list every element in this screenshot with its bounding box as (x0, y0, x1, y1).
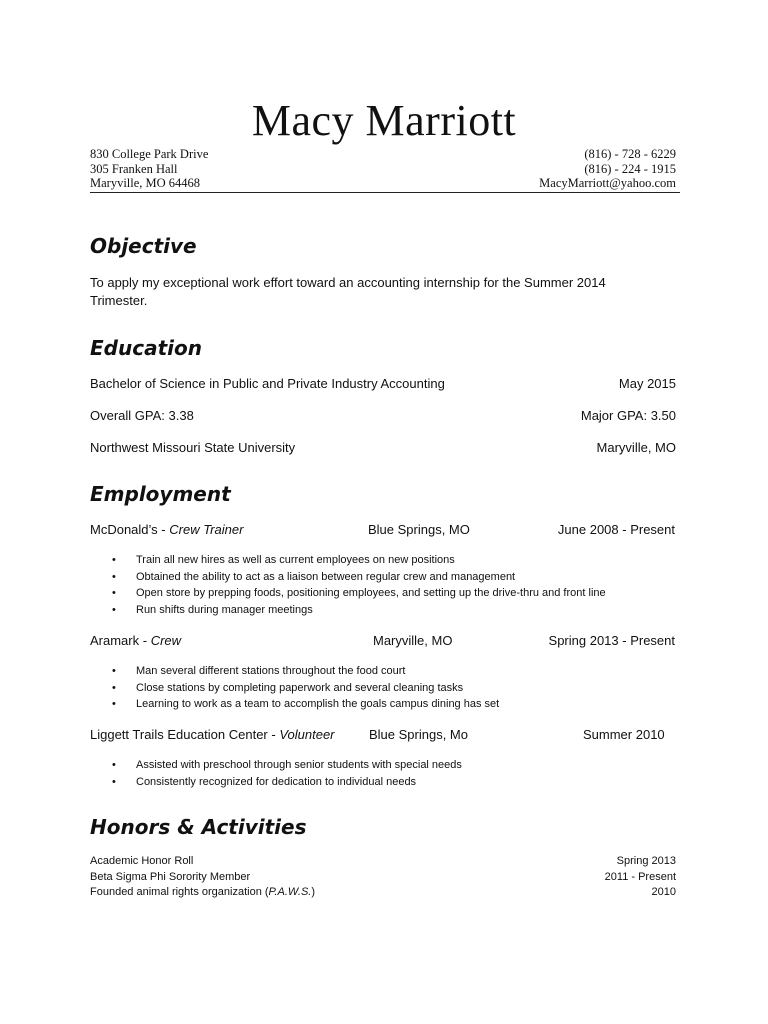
objective-line-1: To apply my exceptional work effort toward an accounting internship for the Summer 2014 (90, 275, 606, 290)
job-separator: - (139, 633, 151, 648)
list-item: • Train all new hires as well as current employees on new positions (112, 552, 606, 569)
job-separator: - (267, 727, 280, 742)
honor-text: Academic Honor Roll (90, 855, 194, 867)
address-line-1: 830 College Park Drive (90, 147, 209, 161)
job-location: Maryville, MO (373, 633, 453, 648)
list-item: • Open store by prepping foods, positioning employees, and setting up the drive-thru and front line (112, 585, 606, 602)
bullet-icon: • (112, 587, 116, 599)
employment-heading: Employment (90, 482, 231, 506)
job-title-line (90, 521, 243, 539)
bullet-icon: • (112, 698, 116, 710)
bullet-icon: • (112, 554, 116, 566)
address-line-2: 305 Franken Hall (90, 161, 178, 176)
objective-line-2: Trimester. (90, 293, 148, 308)
job-employer: Liggett Trails Education Center (90, 727, 268, 742)
bullet-icon: • (112, 775, 116, 788)
list-item: • Obtained the ability to act as a liaison between regular crew and management (112, 569, 606, 586)
job-title-line (90, 632, 181, 650)
job-location: Blue Springs, MO (368, 522, 470, 537)
job-role: Volunteer (279, 727, 335, 742)
job-separator: - (157, 522, 170, 537)
job-role: Crew Trainer (169, 522, 244, 537)
header-divider (90, 192, 680, 193)
honors-heading: Honors & Activities (90, 815, 307, 839)
list-item: • Assisted with preschool through senior students with special needs (112, 757, 462, 774)
job-role: Crew (150, 633, 182, 648)
job-employer: McDonald’s (90, 522, 158, 537)
bullet-icon: • (112, 665, 116, 677)
honor-text: Founded animal rights organization (P.A.W.S.) (90, 886, 316, 898)
list-item: • Consistently recognized for dedication to individual needs (112, 774, 462, 791)
contact-info (539, 147, 676, 191)
honor-text: Beta Sigma Phi Sorority Member (90, 870, 251, 883)
honor-row (90, 870, 676, 886)
bullet-icon: • (112, 570, 116, 583)
job-duties-list (112, 552, 606, 618)
job-duties-list (112, 663, 499, 713)
address-line-3: Maryville, MO 64468 (90, 176, 201, 190)
degree-date: May 2015 (618, 376, 676, 391)
list-item: • Learning to work as a team to accomplish the goals campus dining has set (112, 696, 499, 713)
bullet-icon: • (112, 681, 116, 694)
bullet-icon: • (112, 603, 116, 616)
job-title-line (90, 726, 335, 744)
honor-row (90, 854, 676, 870)
education-heading: Education (90, 336, 202, 360)
job-dates: June 2008 - Present (557, 522, 675, 537)
email: MacyMarriott@yahoo.com (539, 176, 676, 190)
job-location: Blue Springs, Mo (369, 727, 468, 742)
honor-row (90, 885, 676, 901)
objective-text (90, 274, 606, 310)
objective-heading: Objective (90, 234, 197, 258)
list-item: • Run shifts during manager meetings (112, 602, 606, 619)
major-gpa: Major GPA: 3.50 (580, 408, 676, 423)
honor-date: 2010 (651, 886, 676, 898)
org-acronym: P.A.W.S. (268, 886, 312, 898)
degree: Bachelor of Science in Public and Private Industry Accounting (90, 376, 445, 391)
honor-date: 2011 - Present (604, 870, 676, 883)
list-item: • Close stations by completing paperwork and several cleaning tasks (112, 680, 499, 697)
mailing-address (90, 147, 208, 191)
overall-gpa: Overall GPA: 3.38 (90, 408, 194, 423)
job-dates: Summer 2010 (583, 727, 665, 742)
honor-date: Spring 2013 (616, 855, 676, 867)
bullet-icon: • (112, 759, 116, 771)
job-dates: Spring 2013 - Present (548, 633, 675, 648)
school-location: Maryville, MO (596, 440, 676, 455)
phone-1: (816) - 728 - 6229 (584, 147, 676, 161)
job-duties-list (112, 757, 462, 790)
job-employer: Aramark (90, 633, 140, 648)
candidate-name: Macy Marriott (251, 96, 517, 145)
phone-2: (816) - 224 - 1915 (584, 161, 676, 176)
list-item: • Man several different stations throughout the food court (112, 663, 499, 680)
school-name: Northwest Missouri State University (90, 440, 296, 455)
